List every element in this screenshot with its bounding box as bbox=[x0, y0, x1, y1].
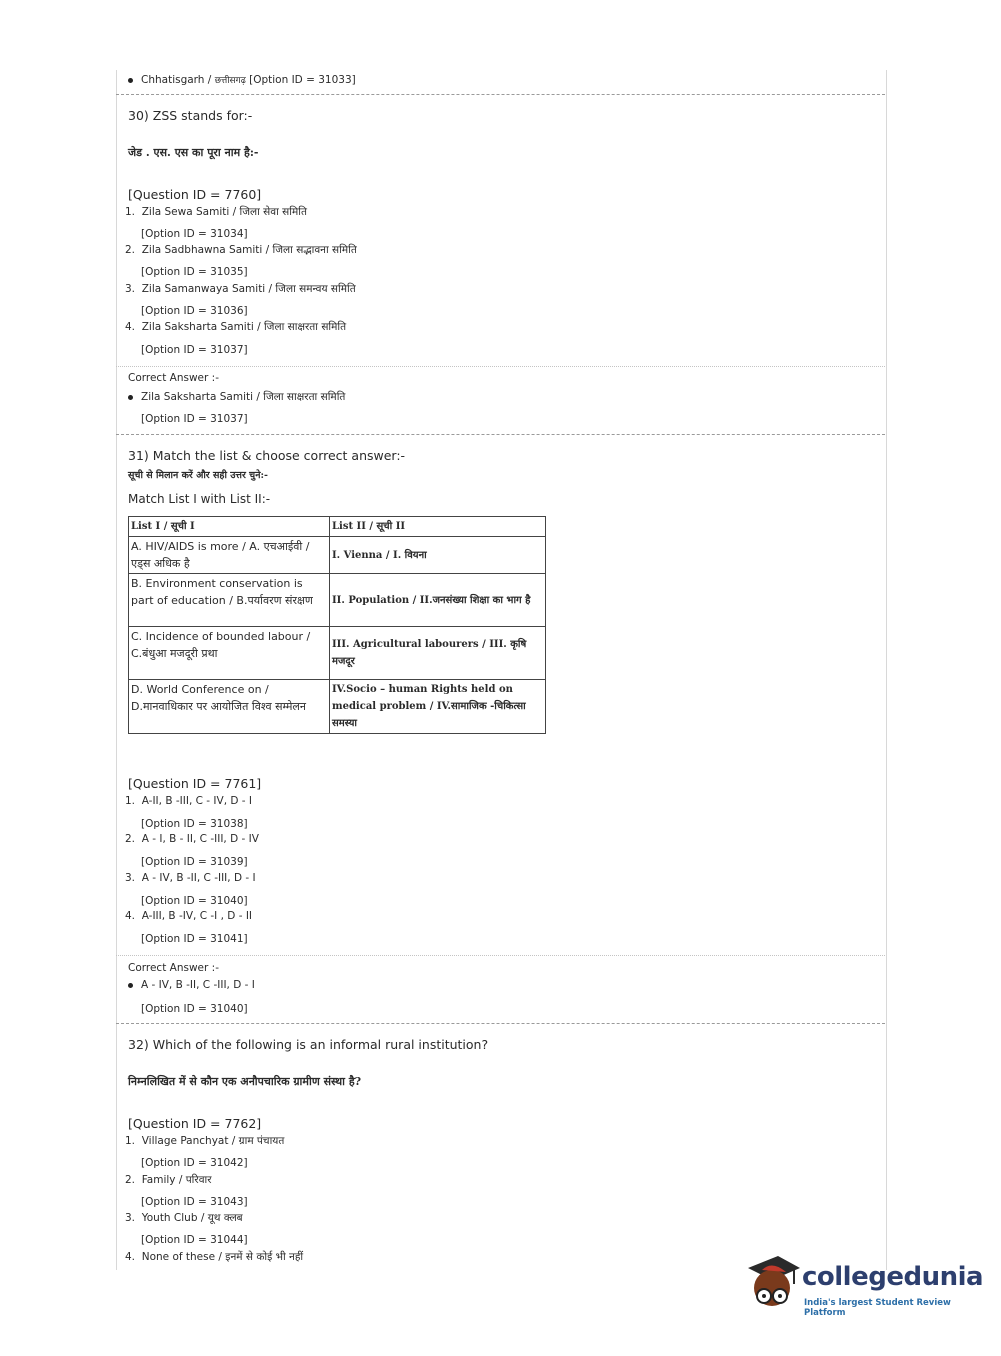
q32-option-3-id: [Option ID = 31044] bbox=[141, 1234, 248, 1246]
q30-option-2: 2. Zila Sadbhawna Samiti / जिला सद्भावना समिति bbox=[125, 244, 357, 256]
q30-correct-id: [Option ID = 31037] bbox=[141, 413, 248, 425]
table-header-row bbox=[129, 517, 546, 537]
q32-option-1-id: [Option ID = 31042] bbox=[141, 1157, 248, 1169]
question-30-title: 30) ZSS stands for:- bbox=[128, 108, 253, 123]
table-row bbox=[129, 680, 546, 734]
bullet-icon bbox=[128, 395, 133, 400]
q31-option-3-id: [Option ID = 31040] bbox=[141, 895, 248, 907]
table-header-list1: List I / सूची I bbox=[129, 517, 330, 537]
question-separator bbox=[116, 94, 885, 95]
q30-correct-label: Correct Answer :- bbox=[128, 372, 219, 384]
table-row bbox=[129, 537, 546, 574]
mascot-icon bbox=[742, 1252, 802, 1316]
q31-option-1: 1. A-II, B -III, C - IV, D - I bbox=[125, 795, 253, 807]
question-separator bbox=[116, 1023, 885, 1024]
q31-option-4: 4. A-III, B -IV, C -I , D - II bbox=[125, 910, 253, 922]
q31-correct-label: Correct Answer :- bbox=[128, 962, 219, 974]
question-30-hindi: जेड . एस. एस का पूरा नाम है:- bbox=[128, 146, 259, 159]
q30-option-4: 4. Zila Saksharta Samiti / जिला साक्षरता समिति bbox=[125, 321, 347, 333]
question-32-title: 32) Which of the following is an informal rural institution? bbox=[128, 1037, 489, 1052]
q30-option-1: 1. Zila Sewa Samiti / जिला सेवा समिति bbox=[125, 206, 307, 218]
q30-option-3-id: [Option ID = 31036] bbox=[141, 305, 248, 317]
option-chhatisgarh: Chhatisgarh / छत्तीसगढ़ [Option ID = 31033] bbox=[128, 73, 356, 86]
table-header-list2: List II / सूची II bbox=[330, 517, 546, 537]
logo-name: collegedunia bbox=[802, 1262, 984, 1292]
q31-option-3: 3. A - IV, B -II, C -III, D - I bbox=[125, 872, 256, 884]
table-cell-list1: B. Environment conservation is part of education / B.पर्यावरण संरक्षण bbox=[129, 574, 330, 627]
table-cell-list2: II. Population / II.जनसंख्या शिक्षा का भाग है bbox=[330, 574, 546, 627]
question-31-id: [Question ID = 7761] bbox=[128, 776, 262, 791]
question-32-id: [Question ID = 7762] bbox=[128, 1116, 262, 1131]
question-separator bbox=[116, 434, 885, 435]
question-31-title: 31) Match the list & choose correct answer:- bbox=[128, 448, 406, 463]
table-row bbox=[129, 574, 546, 627]
table-cell-list1: D. World Conference on / D.मानवाधिकार पर आयोजित विश्व सम्मेलन bbox=[129, 680, 330, 734]
q32-option-2-id: [Option ID = 31043] bbox=[141, 1196, 248, 1208]
table-cell-list2: IV.Socio – human Rights held on medical problem / IV.सामाजिक -चिकित्सा समस्या bbox=[330, 680, 546, 734]
answer-divider bbox=[116, 955, 885, 956]
q30-option-4-id: [Option ID = 31037] bbox=[141, 344, 248, 356]
q30-option-1-id: [Option ID = 31034] bbox=[141, 228, 248, 240]
table-row bbox=[129, 627, 546, 680]
q31-option-4-id: [Option ID = 31041] bbox=[141, 933, 248, 945]
bullet-icon bbox=[128, 983, 133, 988]
q31-option-2: 2. A - I, B - II, C -III, D - IV bbox=[125, 833, 259, 845]
q30-correct-answer: Zila Saksharta Samiti / जिला साक्षरता समिति bbox=[128, 390, 345, 404]
logo-tagline: India's largest Student Review Platform bbox=[804, 1298, 951, 1318]
table-cell-list1: A. HIV/AIDS is more / A. एचआईवी / एड्स अधिक है bbox=[129, 537, 330, 574]
q30-option-3: 3. Zila Samanwaya Samiti / जिला समन्वय समिति bbox=[125, 283, 356, 295]
q31-correct-id: [Option ID = 31040] bbox=[141, 1003, 248, 1015]
answer-divider bbox=[116, 366, 885, 367]
bullet-icon bbox=[128, 78, 133, 83]
collegedunia-logo bbox=[742, 1252, 984, 1318]
table-cell-list1: C. Incidence of bounded labour / C.बंधुआ मजदूरी प्रथा bbox=[129, 627, 330, 680]
q32-option-3: 3. Youth Club / यूथ क्लब bbox=[125, 1212, 243, 1224]
question-31-hindi: सूची से मिलान करें और सही उत्तर चुने:- bbox=[128, 470, 268, 481]
question-31-subtitle: Match List I with List II:- bbox=[128, 492, 271, 506]
q30-option-2-id: [Option ID = 31035] bbox=[141, 266, 248, 278]
q32-option-2: 2. Family / परिवार bbox=[125, 1174, 212, 1186]
q31-option-2-id: [Option ID = 31039] bbox=[141, 856, 248, 868]
q31-option-1-id: [Option ID = 31038] bbox=[141, 818, 248, 830]
q32-option-1: 1. Village Panchyat / ग्राम पंचायत bbox=[125, 1135, 285, 1147]
match-table bbox=[128, 516, 546, 734]
table-cell-list2: III. Agricultural labourers / III. कृषि मजदूर bbox=[330, 627, 546, 680]
table-cell-list2: I. Vienna / I. वियना bbox=[330, 537, 546, 574]
q31-correct-answer: A - IV, B -II, C -III, D - I bbox=[128, 979, 255, 991]
question-32-hindi: निम्नलिखित में से कौन एक अनौपचारिक ग्रामीण संस्था है? bbox=[128, 1075, 362, 1088]
q32-option-4: 4. None of these / इनमें से कोई भी नहीं bbox=[125, 1251, 304, 1263]
question-30-id: [Question ID = 7760] bbox=[128, 187, 262, 202]
